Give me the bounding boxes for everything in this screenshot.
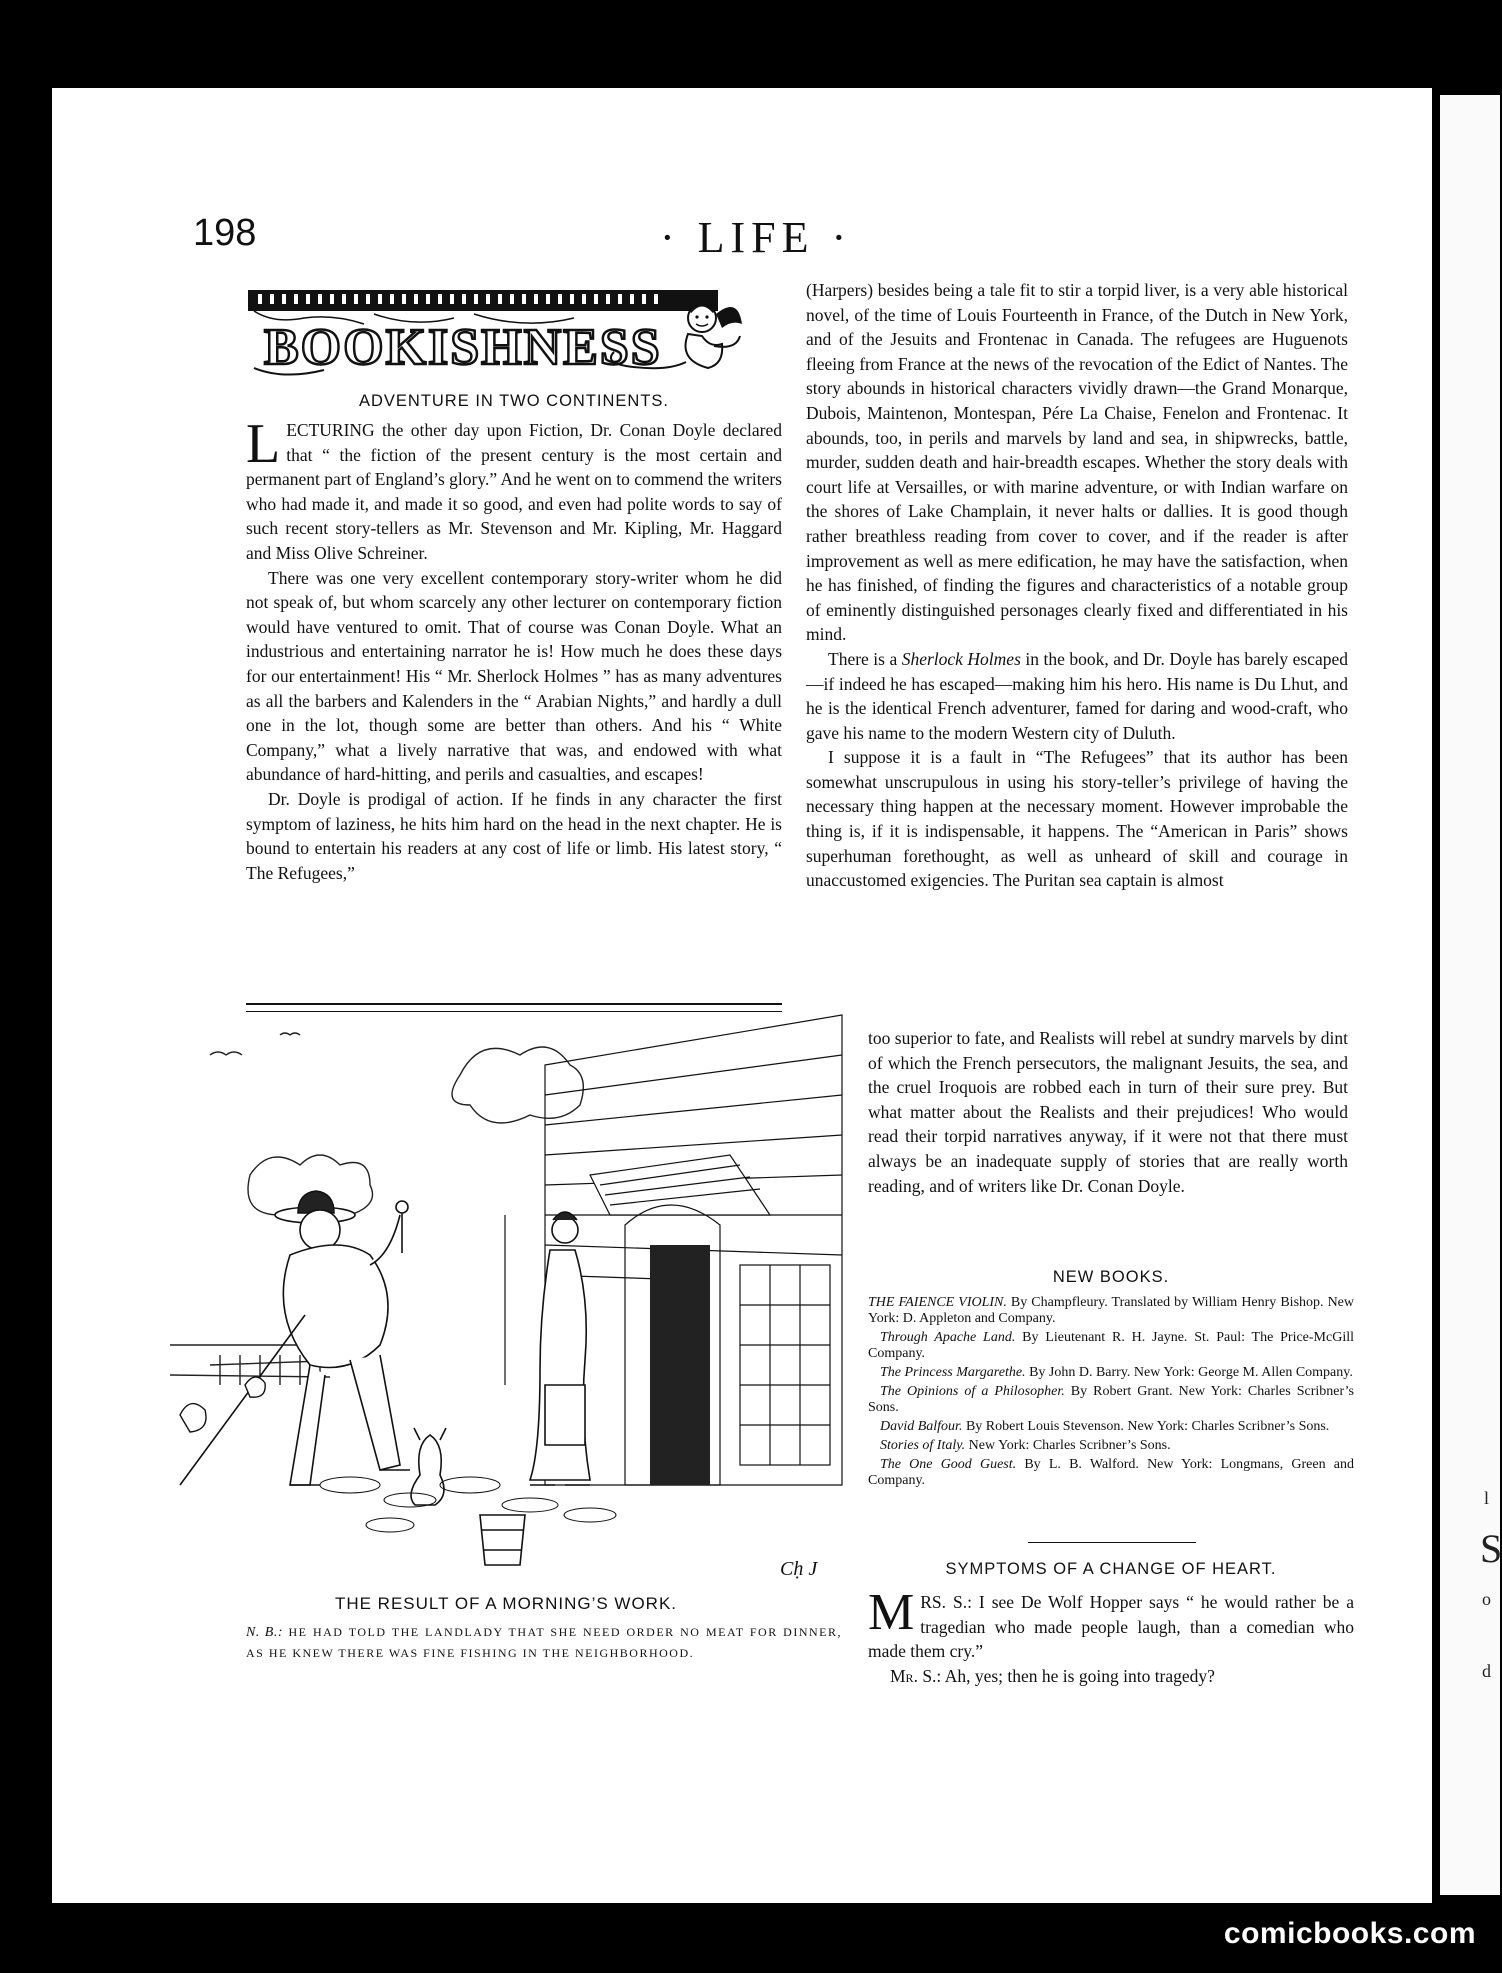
double-rule (246, 1003, 782, 1012)
artist-signature: Cḥ J (780, 1558, 818, 1580)
symptoms-heading: SYMPTOMS OF A CHANGE OF HEART. (945, 1560, 1277, 1578)
watermark: comicbooks.com (1223, 1917, 1476, 1950)
article-paragraph: I suppose it is a fault in “The Refugees” that its author has been somewhat unscrupulous in using his story-teller’s privilege of having the necessary thing happen at the necessary moment. However improbable the thing is, if it is indispensable, it happens. The “American in Paris” shows superhuman forethought, as well as unheard of skill and courage in unaccustomed exigencies. The Puritan sea captain is almost (806, 747, 1348, 891)
list-item: THE FAIENCE VIOLIN. By Champfleury. Translated by William Henry Bishop. New York: D. Appleton and Company. (868, 1295, 1354, 1326)
list-item: The Opinions of a Philosopher. By Robert Grant. New York: Charles Scribner’s Sons. (868, 1384, 1355, 1415)
cartoon-caption-text: N. B.: HE HAD TOLD THE LANDLADY THAT SHE NEED ORDER NO MEAT FOR DINNER, AS HE KNEW THERE WAS FINE FISHING IN THE NEIGHBORHOOD. (246, 1625, 842, 1660)
article-paragraph: LECTURING the other day upon Fiction, Dr. Conan Doyle declared that “ the fiction of the present century is the most certain and permanent part of England’s glory.” And he went on to commend the writers who had made it, and made it so good, and even had polite words to say of such recent story-tellers as Mr. Stevenson and Mr. Kipling, Mr. Haggard and Miss Olive Schreiner. (246, 413, 782, 563)
masthead-title: · LIFE · (660, 213, 853, 262)
article-paragraph: too superior to fate, and Realists will rebel at sundry marvels by dint of which the French persecutors, the malignant Jesuits, the sea, and the cruel Iroquois are robbed each in turn of their sure prey. But what matter about the Realists and their prejudices! Who would read their torpid narratives anyway, if it were not that there must always be an inadequate supply of stories that are really worth reading, and of writers like Dr. Conan Doyle. (868, 1028, 1348, 1196)
list-item: The Princess Margarethe. By John D. Barry. New York: George M. Allen Company. (880, 1365, 1353, 1380)
symptoms-dialogue (868, 1584, 1355, 1688)
list-item: Through Apache Land. By Lieutenant R. H. Jayne. St. Paul: The Price-McGill Company. (868, 1330, 1354, 1361)
list-item: Stories of Italy. New York: Charles Scribner’s Sons. (880, 1438, 1171, 1453)
landlady-figure (530, 1212, 590, 1485)
dialogue-line: Mr. S.: Ah, yes; then he is going into tragedy? (890, 1665, 1215, 1686)
strip-char: d (1482, 1661, 1491, 1681)
list-item: David Balfour. By Robert Louis Stevenson. New York: Charles Scribner’s Sons. (880, 1419, 1330, 1434)
new-books-list (868, 1295, 1354, 1492)
new-books-heading: NEW BOOKS. (1052, 1268, 1170, 1286)
article-paragraph: There was one very excellent contemporary story-writer whom he did not speak of, but whom scarcely any other lecturer on contemporary fiction would have ventured to omit. That of course was Conan Doyle. What an industrious and entertaining narrator he is! How much he does these days for our entertainment! His “ Mr. Sherlock Holmes ” has as many adventures as all the barbers and Kalenders in the “ Arabian Nights,” and hardly a dull one in the lot, though some are better than others. And his “ White Company,” what a lively narrative that was, and endowed with what abundance of hard-hitting, and perils and casualties, and escapes! (246, 567, 782, 785)
cartoon-caption-title: THE RESULT OF A MORNING’S WORK. (334, 1594, 678, 1613)
article-paragraph: (Harpers) besides being a tale fit to stir a torpid liver, is a very able historical novel, of the time of Louis Fourteenth in France, of the Dutch in New York, and of the Jesuits and Frontenac in Canada. The refugees are Huguenots fleeing from France at the news of the revocation of the Edict of Nantes. The story abounds in historical characters vividly drawn—the Grand Monarque, Dubois, Maintenon, Montespan, Pére La Chaise, Fenelon and Frontenac. It abounds, too, in perils and marvels by land and sea, in shipwrecks, battle, murder, sudden death and hair-breadth escapes. Whether the story deals with court life at Versailles, or with marine adventure, or with Indian warfare on the shores of Lake Champlain, it never halts or dallies. It is good though rather breathless reading from cover to cover, and if the reader is after improvement as well as mere edification, he may have the satisfaction, when he has finished, of finding the figures and characteristics of a notable group of eminently distinguished personages clearly fixed and differentiated in his mind. (806, 280, 1348, 645)
bookishness-lettering: BOOKISHNESS (264, 319, 662, 376)
article-column-right (806, 278, 1348, 893)
adjacent-page-edge (1440, 95, 1500, 1895)
dialogue-line: MRS. S.: I see De Wolf Hopper says “ he would rather be a tragedian who made people laugh, than a comedian who made them cry.” (868, 1584, 1355, 1662)
fisherman-figure (180, 1191, 410, 1485)
strip-char: S (1480, 1526, 1502, 1571)
section-divider (1028, 1542, 1196, 1543)
article-column-left (246, 413, 782, 885)
bookishness-logo (244, 284, 744, 384)
article-column-right-narrow (868, 1026, 1348, 1198)
strip-char: l (1484, 1488, 1490, 1508)
cartoon-illustration (170, 1015, 842, 1585)
strip-char: o (1482, 1589, 1491, 1609)
drop-cap: L (246, 413, 281, 475)
chicken-figure (180, 1377, 265, 1432)
article-heading: ADVENTURE IN TWO CONTINENTS. (358, 392, 670, 410)
article-paragraph: There is a Sherlock Holmes in the book, and Dr. Doyle has barely escaped—if indeed he has escaped—making him his hero. His name is Du Lhut, and he is the identical French adventurer, famed for daring and wood-craft, who gave his name to the modern Western city of Duluth. (806, 648, 1348, 743)
bucket-figure (480, 1515, 525, 1565)
list-item: The One Good Guest. By L. B. Walford. New York: Longmans, Green and Company. (868, 1457, 1354, 1488)
page-number: 198 (193, 212, 257, 254)
drop-cap: M (868, 1584, 915, 1641)
article-paragraph: Dr. Doyle is prodigal of action. If he finds in any character the first symptom of laziness, he hits him hard on the head in the next chapter. He is bound to entertain his readers at any cost of life or limb. His latest story, “ The Refugees,” (246, 788, 782, 883)
